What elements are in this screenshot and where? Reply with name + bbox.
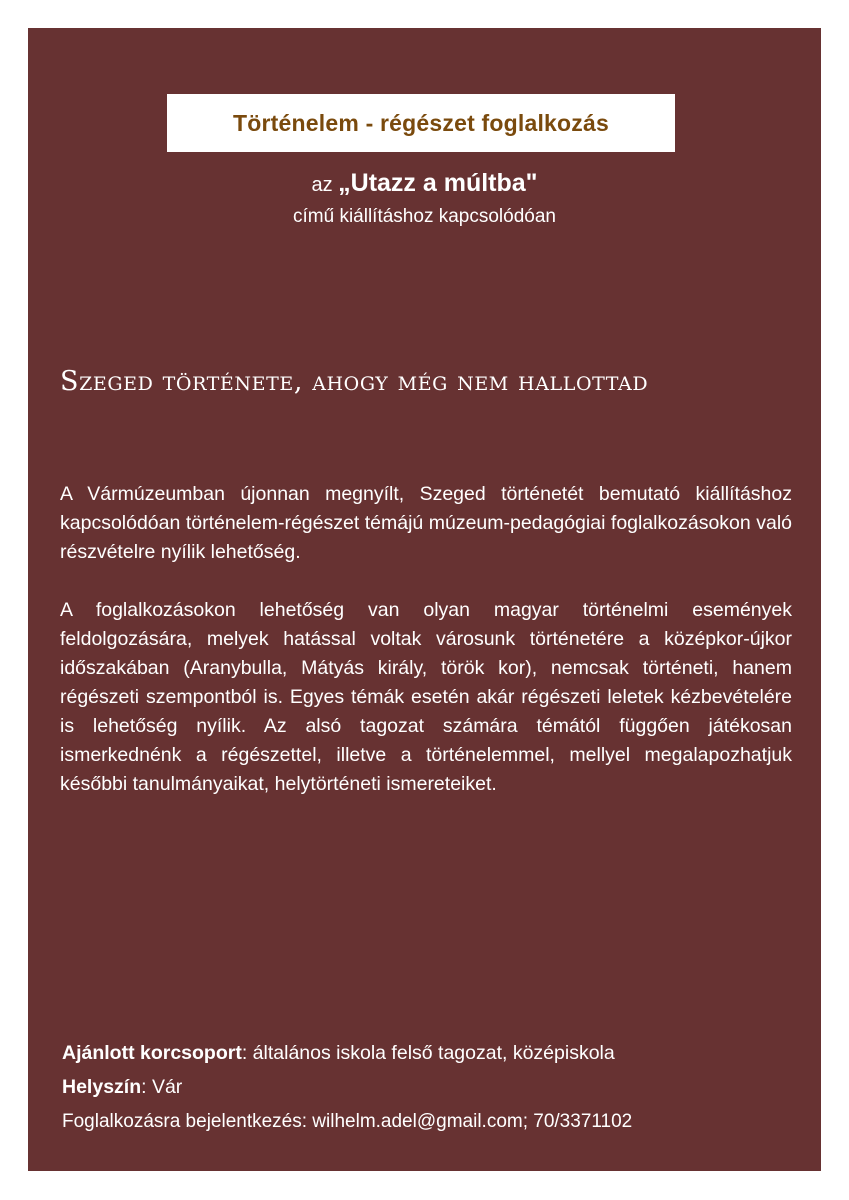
location-value: : Vár	[141, 1076, 183, 1098]
age-group-line	[62, 1042, 615, 1065]
title-box	[167, 94, 675, 152]
headline: Szeged története, ahogy még nem hallottad	[60, 366, 649, 397]
subtitle	[28, 168, 821, 200]
location-line	[62, 1076, 182, 1099]
exhibition-name: „Utazz a múltba"	[338, 169, 538, 197]
age-group-value: : általános iskola felső tagozat, középiskola	[241, 1042, 615, 1064]
flyer-panel	[28, 28, 821, 1171]
registration-line: Foglalkozásra bejelentkezés: wilhelm.adel@gmail.com; 70/3371102	[62, 1111, 633, 1132]
paragraph-1: A Vármúzeumban újonnan megnyílt, Szeged történetét bemutató kiállításhoz kapcsolódóan történelem-régészet témájú múzeum-pedagógiai foglalkozásokon való részvételre nyílik lehetőség.	[60, 483, 792, 563]
page-title: Történelem - régészet foglalkozás	[233, 109, 609, 136]
paragraph-2: A foglalkozásokon lehetőség van olyan magyar történelmi események feldolgozására, melyek hatással voltak városunk történetére a középkor-újkor időszakában (Aranybulla, Mátyás király, török kor), nemcsak történeti, hanem régészeti szempontból is. Egyes témák esetén akár régészeti leletek kézbevételére is lehetőség nyílik. Az alsó tagozat számára témától függően játékosan ismerkednénk a régészettel, illetve a történelemmel, mellyel megalapozhatjuk későbbi tanulmányaikat, helytörténeti ismereteiket.	[60, 599, 792, 795]
location-label: Helyszín	[62, 1076, 142, 1098]
age-group-label: Ajánlott korcsoport	[62, 1042, 242, 1064]
subtitle-prefix: az	[311, 174, 339, 196]
subtitle-line2: című kiállításhoz kapcsolódóan	[293, 206, 556, 227]
